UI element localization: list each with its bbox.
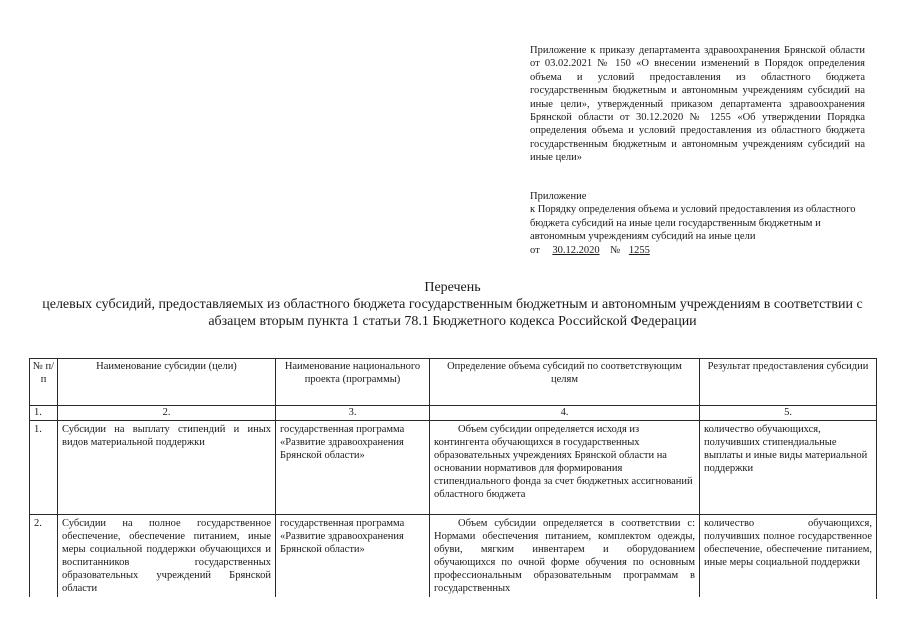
number-sign: № (610, 244, 621, 256)
document-title: Перечень (424, 280, 481, 295)
row-subsidy-name: Субсидии на выплату стипендий и иных видов материальной поддержки (58, 421, 276, 515)
procedure-appendix-text: к Порядку определения объема и условий предоставления из областного бюджета субсидий на иные цели государственным бюджетным и автономным учреждениям субсидий на иные цели (530, 204, 856, 243)
order-appendix-text: Приложение к приказу департамента здравоохранения Брянской области от 03.02.2021 № 150 «О внесении изменений в Порядок определения объема и условий предоставления из областного бюджета государственным бюджетным и автономным учреждениям субсидий на иные цели», утвержденный приказом департамента здравоохранения Брянской области от 30.12.2020 № 1255 «Об утверждении Порядка определения объема и условий предоставления из областного бюджета государственным бюджетным и автономным учреждениям субсидий на иные цели» (530, 45, 865, 164)
table-header-row (30, 359, 877, 406)
procedure-appendix-date-line (530, 244, 865, 257)
table-row (30, 421, 877, 515)
row-result: количество обучающихся, получивших стипендиальные выплаты и иные виды материальной поддержки (700, 421, 877, 515)
table-row (30, 515, 877, 599)
row-program: государственная программа «Развитие здравоохранения Брянской области» (276, 515, 430, 599)
row-program: государственная программа «Развитие здравоохранения Брянской области» (276, 421, 430, 515)
column-number: 1. (30, 406, 58, 421)
column-numbers-row (30, 406, 877, 421)
row-definition: Объем субсидии определяется исходя из контингента обучающихся в государственных образовательных учреждениях Брянской области на основании нормативов для формирования стипендиального фонда за счет бюджетных ассигнований областного бюджета (430, 421, 700, 515)
row-subsidy-name: Субсидии на полное государственное обеспечение, обеспечение питанием, иные меры социальной поддержки обучающихся и воспитанников государственных образовательных учреждений Брянской области (58, 515, 276, 599)
procedure-appendix-note (530, 190, 865, 257)
procedure-appendix-heading: Приложение (530, 191, 587, 202)
subsidies-table (29, 358, 877, 599)
header-definition: Определение объема субсидий по соответствующим целям (430, 359, 700, 406)
header-subsidy-name: Наименование субсидии (цели) (58, 359, 276, 406)
row-number: 2. (30, 515, 58, 599)
column-number: 4. (430, 406, 700, 421)
column-number: 3. (276, 406, 430, 421)
procedure-date: 30.12.2020 (552, 244, 600, 256)
row-number: 1. (30, 421, 58, 515)
row-result: количество обучающихся, получивших полное государственное обеспечение, обеспечение питанием, иные меры социальной поддержки (700, 515, 877, 599)
header-program: Наименование национального проекта (программы) (276, 359, 430, 406)
header-result: Результат предоставления субсидии (700, 359, 877, 406)
page-cutoff (29, 597, 876, 640)
column-number: 2. (58, 406, 276, 421)
column-number: 5. (700, 406, 877, 421)
procedure-number: 1255 (628, 244, 650, 256)
header-num: № п/п (30, 359, 58, 406)
document-subtitle: целевых субсидий, предоставляемых из областного бюджета государственным бюджетным и автономным учреждениям в соответствии с абзацем вторым пункта 1 статьи 78.1 Бюджетного кодекса Российской Федерации (42, 297, 863, 329)
date-prefix: от (530, 244, 540, 256)
order-appendix-note (530, 44, 865, 165)
row-definition: Объем субсидии определяется в соответствии с: Нормами обеспечения питанием, комплектом одежды, обуви, мягким инвентарем и оборудованием обучающихся по очной форме обучения по основным профессиональным образовательным программам в государственных (430, 515, 700, 599)
